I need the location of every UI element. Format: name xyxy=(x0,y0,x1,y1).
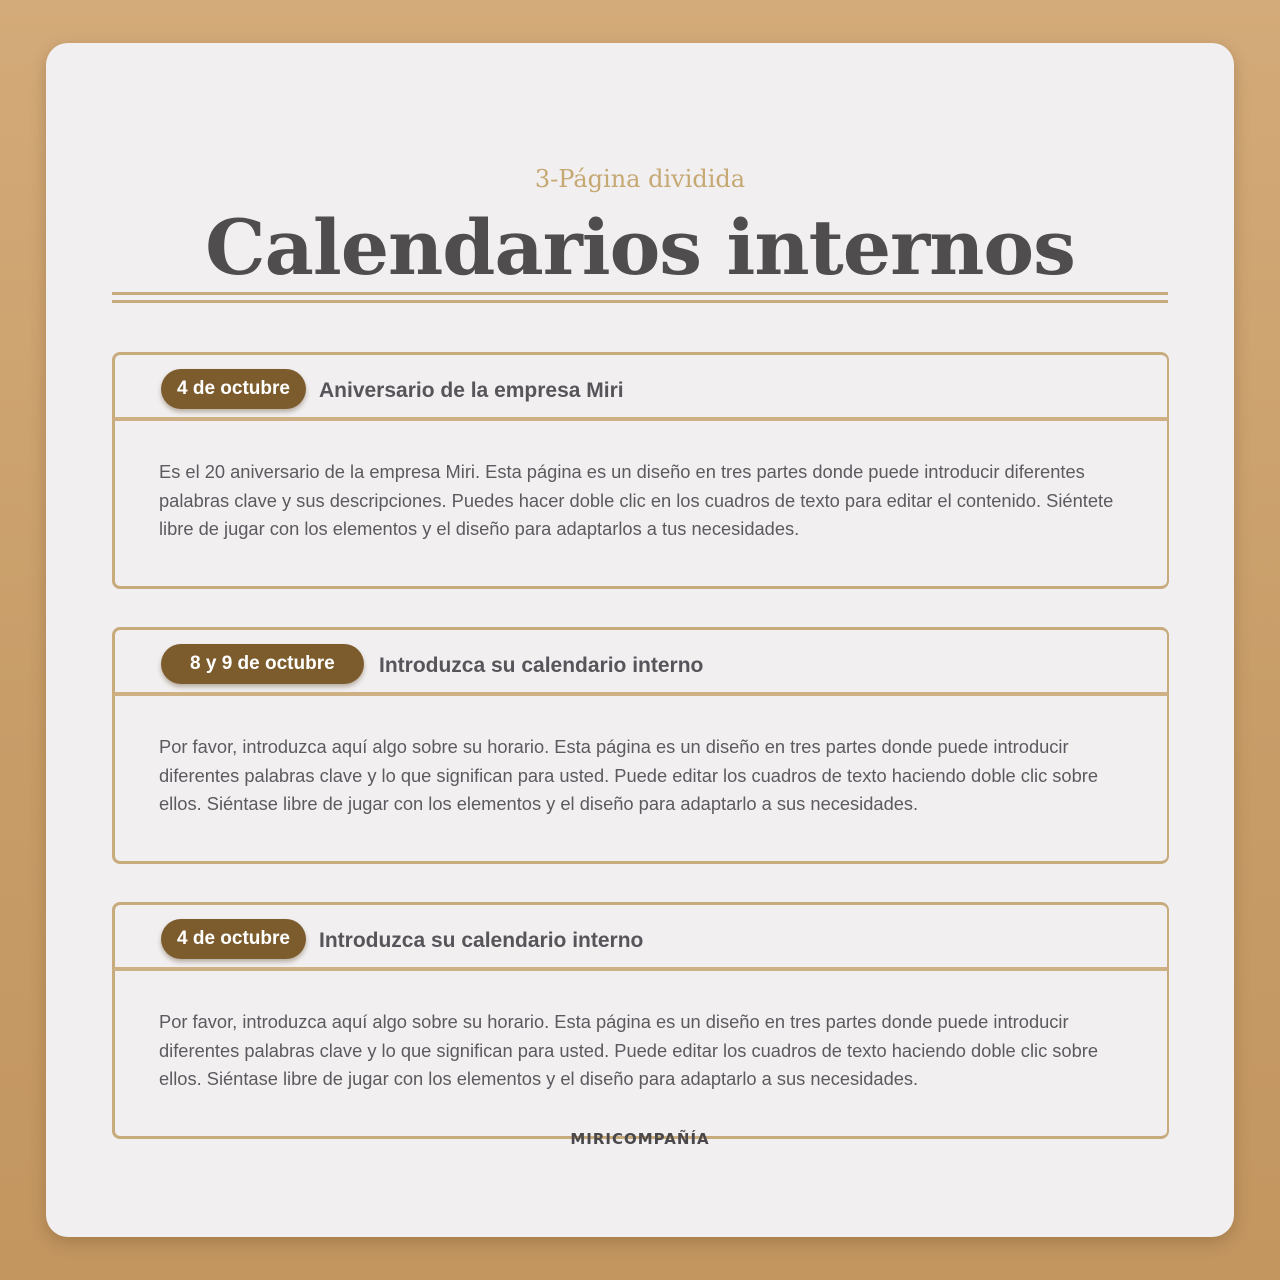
event-date-badge: 8 y 9 de octubre xyxy=(161,644,364,684)
event-description: Es el 20 aniversario de la empresa Miri. Esta página es un diseño en tres partes donde puede introducir diferentes palabras clave y sus descripciones. Puedes hacer doble clic en los cuadros de texto para editar el contenido. Siéntete libre de jugar con los elementos y el diseño para adaptarlos a tus necesidades. xyxy=(159,461,1114,540)
event-card xyxy=(112,352,1169,589)
footer-brand: MIRICOMPAÑÍA xyxy=(570,1130,710,1148)
event-body xyxy=(112,696,1169,864)
event-body xyxy=(112,971,1169,1139)
event-title: Introduzca su calendario interno xyxy=(379,654,704,677)
event-date-badge: 4 de octubre xyxy=(161,369,306,409)
event-body xyxy=(112,421,1169,589)
page-title: Calendarios internos xyxy=(205,203,1075,292)
event-description: Por favor, introduzca aquí algo sobre su horario. Esta página es un diseño en tres partes donde puede introducir diferentes palabras clave y lo que significan para usted. Puede editar los cuadros de texto haciendo doble clic sobre ellos. Siéntase libre de jugar con los elementos y el diseño para adaptarlo a sus necesidades. xyxy=(159,1011,1099,1090)
title-divider-bottom xyxy=(112,300,1168,303)
event-header xyxy=(112,627,1169,696)
page-subtitle: 3-Página dividida xyxy=(534,165,746,193)
event-title: Introduzca su calendario interno xyxy=(319,929,644,952)
event-card xyxy=(112,902,1169,1139)
event-header xyxy=(112,902,1169,971)
event-header xyxy=(112,352,1169,421)
event-title: Aniversario de la empresa Miri xyxy=(319,379,624,402)
title-divider-top xyxy=(112,292,1168,295)
event-date-badge: 4 de octubre xyxy=(161,919,306,959)
event-card xyxy=(112,627,1169,864)
event-description: Por favor, introduzca aquí algo sobre su horario. Esta página es un diseño en tres partes donde puede introducir diferentes palabras clave y lo que significan para usted. Puede editar los cuadros de texto haciendo doble clic sobre ellos. Siéntase libre de jugar con los elementos y el diseño para adaptarlo a sus necesidades. xyxy=(159,736,1099,815)
